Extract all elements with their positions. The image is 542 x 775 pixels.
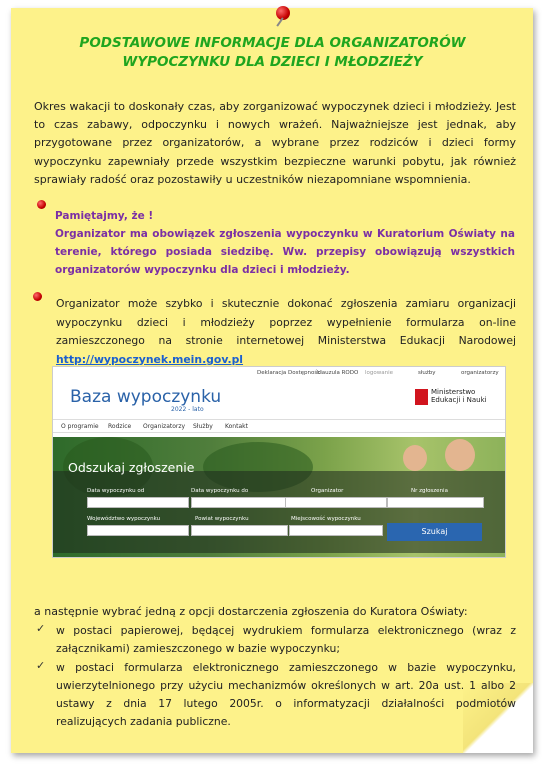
organizer-field xyxy=(285,497,387,508)
select-label: Miejscowość wypoczynku xyxy=(291,516,361,522)
title-line-1: PODSTAWOWE INFORMACJE DLA ORGANIZATORÓW xyxy=(79,35,466,51)
emblem-icon xyxy=(415,389,428,405)
then-paragraph: a następnie wybrać jedną z opcji dostarczenia zgłoszenia do Kuratora Oświaty: xyxy=(34,605,468,618)
reminder-text: Organizator ma obowiązek zgłoszenia wypoczynku w Kuratorium Oświaty na terenie, którego posiada siedzibę. Ww. przepisy obowiązują wszystkich organizatorów wypoczynku dla dzieci i młodzieży. xyxy=(55,228,515,276)
ministry-name: Ministerstwo Edukacji i Nauki xyxy=(431,388,487,404)
top-link: organizatorzy xyxy=(461,370,499,376)
top-link: służby xyxy=(418,370,436,376)
nav-item: Rodzice xyxy=(108,423,132,430)
nav-item: Służby xyxy=(193,423,213,430)
reminder-heading: Pamiętajmy, że ! xyxy=(55,210,154,222)
date-to-field xyxy=(191,497,293,508)
checkmark-icon: ✓ xyxy=(36,622,46,635)
organizer-text: Organizator może szybko i skutecznie dokonać zgłoszenia zamiaru organizacji wypoczynku dzieci i młodzieży poprzez wypełnienie formularza on-line zamieszczonego na stronie internetowej Ministerstwa Edukacji Narodowej xyxy=(56,297,516,347)
search-title: Odszukaj zgłoszenie xyxy=(68,460,195,475)
checkmark-icon: ✓ xyxy=(36,659,46,672)
application-number-field xyxy=(387,497,484,508)
nav-item: Kontakt xyxy=(225,423,248,430)
top-link: Deklaracja Dostępności xyxy=(257,370,322,376)
district-select xyxy=(191,525,288,536)
date-from-field xyxy=(87,497,189,508)
search-button: Szukaj xyxy=(387,523,482,541)
bullet-pin-icon xyxy=(37,200,46,209)
top-link: klauzula RODO xyxy=(317,370,359,376)
site-brand-sub: 2022 - lato xyxy=(171,406,204,413)
field-label: Nr zgłoszenia xyxy=(411,488,448,494)
site-nav xyxy=(53,419,505,433)
nav-item: Organizatorzy xyxy=(143,423,186,430)
field-label: Organizator xyxy=(311,488,344,494)
option-electronic: w postaci formularza elektronicznego zamieszczonego w bazie wypoczynku, uwierzytelnionego przy użyciu mechanizmów określonych w art. 20a ust. 1 albo 2 ustawy z dnia 17 lutego 2005r. o informatyzacji działalności podmiotów realizujących zadania publiczne. xyxy=(56,661,516,728)
intro-paragraph: Okres wakacji to doskonały czas, aby zorganizować wypoczynek dzieci i młodzieży. Jest to czas zabawy, odpoczynku i nowych wrażeń. Najważniejsze jest jednak, aby przygotowane przez organizatorów, a wybrane przez rodziców i dzieci formy wypoczynku zapewniały przede wszystkim bezpieczne warunki pobytu, jak również sprawiały radość oraz pozostawiły u uczestników niezapomniane wspomnienia. xyxy=(34,100,516,186)
bullet-pin-icon xyxy=(33,292,42,301)
field-label: Data wypoczynku do xyxy=(191,488,249,494)
select-label: Województwo wypoczynku xyxy=(87,516,161,522)
title-line-2: WYPOCZYNKU DLA DZIECI I MŁODZIEŻY xyxy=(122,54,423,70)
field-label: Data wypoczynku od xyxy=(87,488,145,494)
wypoczynek-link[interactable]: http://wypoczynek.mein.gov.pl xyxy=(56,352,244,366)
organizer-paragraph xyxy=(56,295,516,369)
site-brand: Baza wypoczynku xyxy=(70,387,222,407)
town-select xyxy=(289,525,383,536)
page-title xyxy=(40,34,505,72)
nav-item: O programie xyxy=(61,423,99,430)
website-screenshot xyxy=(52,366,506,558)
top-links-bar xyxy=(53,367,505,379)
voivodeship-select xyxy=(87,525,189,536)
reminder-block xyxy=(55,207,515,279)
option-paper: w postaci papierowej, będącej wydrukiem formularza elektronicznego (wraz z załącznikami) zamieszczonego w bazie wypoczynku; xyxy=(56,624,516,655)
select-label: Powiat wypoczynku xyxy=(195,516,249,522)
top-link: logowanie xyxy=(365,370,394,376)
